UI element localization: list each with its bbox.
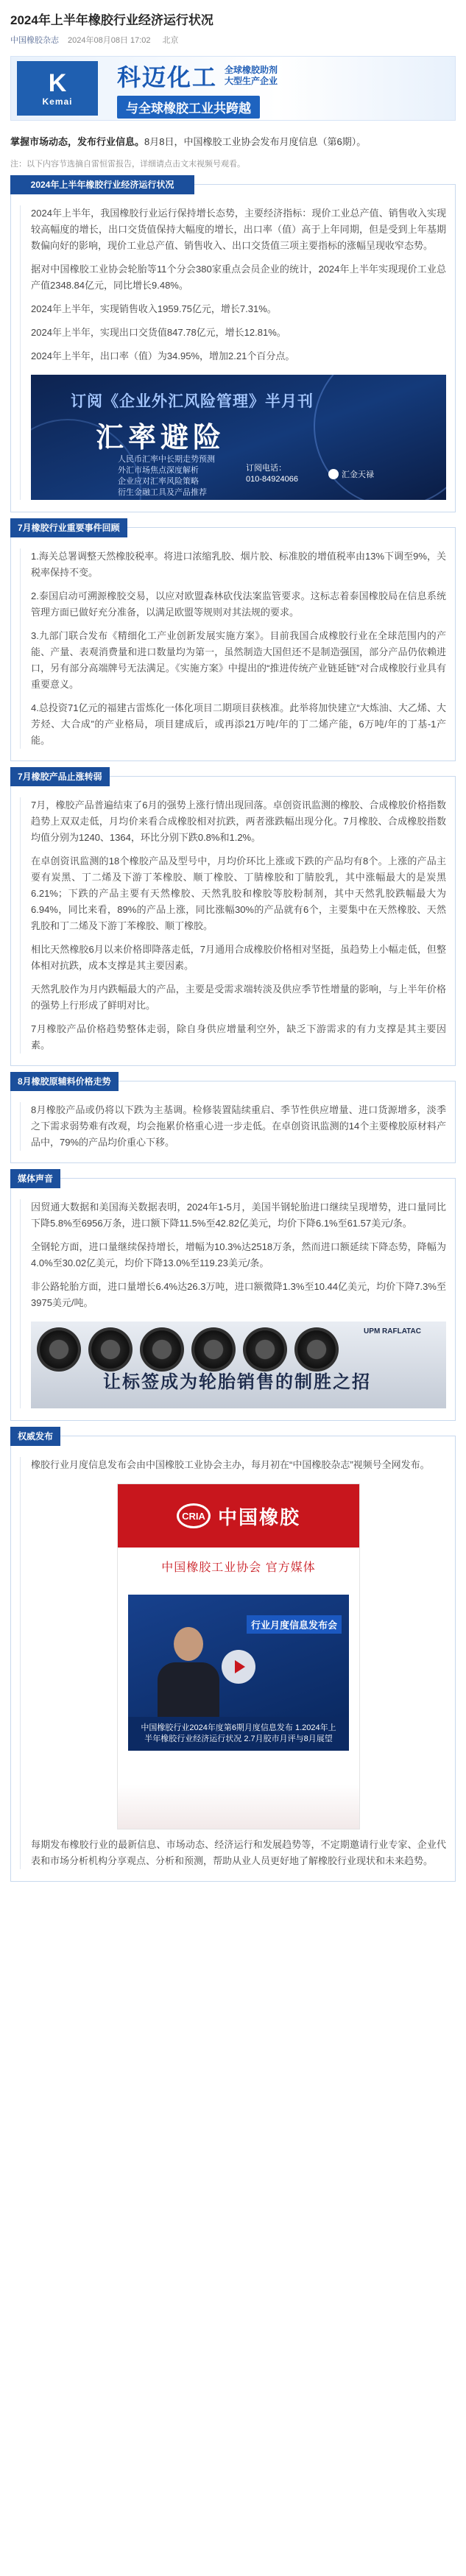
paragraph: 相比天然橡胶6月以来价格即降落走低，7月通用合成橡胶价格相对坚挺，虽趋势上小幅走低，但整体相对抗跌，成本支撑是其主要因素。 — [31, 944, 446, 971]
ad-contact-label: 订阅电话： — [246, 464, 286, 473]
ad-decoration — [314, 375, 446, 500]
upm-brand: UPM RAFLATAC — [364, 1327, 421, 1335]
section-august-outlook — [10, 1076, 456, 1163]
tire-icon — [243, 1327, 287, 1372]
paragraph: 7月，橡胶产品普遍结束了6月的强势上涨行情出现回落。卓创资讯监测的橡胶、合成橡胶价格指数趋势上双双走低，月均价来看合成橡胶相对抗跌，两者涨跌幅出现分化。7月橡胶、合成橡胶指数均值分别为1240、1364，环比分别下跌0.8%和1.2%。 — [31, 800, 446, 843]
paragraph: 2024年上半年，实现销售收入1959.75亿元，增长7.31%。 — [31, 303, 277, 314]
banner-text — [117, 59, 278, 119]
tire-ad-text: 让标签成为轮胎销售的制胜之招 — [103, 1372, 371, 1392]
ad-top-line: 订阅《企业外汇风险管理》半月刊 — [71, 393, 314, 410]
paragraph: 非公路轮胎方面，进口量增长6.4%达26.3万吨，进口额微降1.3%至10.44亿美元，均价下降7.3%至3975美元/吨。 — [31, 1281, 446, 1308]
tire-icon — [140, 1327, 184, 1372]
ad-contact-phone: 010-84924066 — [246, 475, 298, 484]
play-icon[interactable] — [222, 1650, 255, 1684]
paragraph: 8月橡胶产品或仍将以下跌为主基调。检修装置陆续重启、季节性供应增量、进口货源增多，淡季之下需求弱势难有改观，均会拖累价格重心进一步走低。在卓创资讯监测的14个主要橡胶原材料产品中，79%的产品均价重心下移。 — [31, 1104, 446, 1148]
author-link[interactable]: 中国橡胶杂志 — [10, 36, 59, 45]
section-media-voice — [10, 1174, 456, 1421]
kemai-logo-text: Kemai — [42, 96, 73, 107]
paragraph: 每期发布橡胶行业的最新信息、市场动态、经济运行和发展趋势等，不定期邀请行业专家、企业代表和市场分析机构分享观点、分析和预测，帮助从业人员更好地了解橡胶行业现状和未来趋势。 — [31, 1839, 446, 1866]
video-card[interactable] — [117, 1483, 360, 1829]
presenter-image — [158, 1627, 219, 1717]
section-heading: 权威发布 — [10, 1427, 60, 1446]
presenter-torso — [158, 1662, 219, 1717]
paragraph: 2024年上半年，我国橡胶行业运行保持增长态势，主要经济指标：现价工业总产值、销售收入实现较高幅度的增长，出口交货值保持大幅度的增长，出口率（值）高于上年同期，但是受到上年基期数偏向好的影响，现价工业总产值、销售收入、出口交货值三项主要指标的涨幅呈现收窄态势。 — [31, 208, 446, 251]
section-body — [20, 205, 446, 500]
section-heading: 7月橡胶行业重要事件回顾 — [10, 518, 127, 537]
cria-logo-icon: CRIA — [177, 1503, 211, 1528]
ad-line: 外汇市场焦点深度解析 — [118, 466, 199, 475]
section-july-prices — [10, 772, 456, 1066]
video-header — [118, 1484, 359, 1548]
section-heading: 8月橡胶原辅料价格走势 — [10, 1072, 119, 1091]
tire-icon — [294, 1327, 339, 1372]
video-subtitle: 中国橡胶工业协会 官方媒体 — [161, 1562, 316, 1574]
section-h1-economy — [10, 180, 456, 512]
lead-note: 注：以下内容节选摘自雷恒雷报告，详细请点击文末视频号观看。 — [10, 160, 245, 169]
tire-icon — [88, 1327, 133, 1372]
video-org: 中国橡胶 — [217, 1506, 300, 1528]
tire-icon — [191, 1327, 236, 1372]
kemai-banner[interactable] — [10, 56, 456, 121]
video-footer — [118, 1785, 359, 1829]
ad-logo-text: 汇金天禄 — [342, 470, 374, 479]
publish-datetime: 2024年08月08日 17:02 — [68, 36, 151, 45]
video-caption: 中国橡胶行业2024年度第6期月度信息发布 1.2024年上半年橡胶行业经济运行状况 2.7月胶市月评与8月展望 — [128, 1717, 349, 1751]
section-body — [20, 548, 446, 749]
banner-row — [117, 59, 278, 93]
banner-slogan: 与全球橡胶工业共跨越 — [117, 96, 260, 119]
section-heading: 2024年上半年橡胶行业经济运行状况 — [10, 175, 194, 194]
paragraph: 据对中国橡胶工业协会轮胎等11个分会380家重点会员企业的统计，2024年上半年实现现价工业总产值2348.84亿元，同比增长9.48%。 — [31, 264, 446, 291]
section-july-events — [10, 523, 456, 761]
paragraph: 在卓创资讯监测的18个橡胶产品及型号中，月均价环比上涨或下跌的产品均有8个。上涨的产品主要有炭黑、丁二烯及下游丁苯橡胶、顺丁橡胶、丁腈橡胶和丁腈胶乳，其中涨幅最大的是炭黑6.21%；下跌的产品主要有天然橡胶、天然乳胶和橡胶等胶粉制剂，其中天然乳胶跌幅最大为6.94%，同比来看，89%的产品上涨，同比涨幅30%的产品就有6个，主要集中在天然橡胶、天然乳胶和丁二烯及下游丁苯橡胶、顺丁橡胶。 — [31, 855, 446, 931]
lead-paragraph — [10, 134, 456, 150]
upm-tire-ad[interactable] — [31, 1321, 446, 1408]
kemai-logo-mark: K — [48, 69, 67, 97]
huijin-logo-icon — [328, 469, 339, 479]
section-body — [20, 1457, 446, 1869]
banner-tag-line2: 大型生产企业 — [225, 75, 278, 86]
ad-logo — [328, 468, 374, 480]
paragraph: 2.泰国启动可溯源橡胶交易，以应对欧盟森林砍伐法案监管要求。这标志着泰国橡胶局在信息系统管理方面已做好充分准备，以满足欧盟等规则对其法规的要求。 — [31, 590, 446, 618]
section-body — [20, 797, 446, 1054]
lead-bold: 掌握市场动态，发布行业信息。 — [10, 136, 145, 147]
ad-lines — [118, 454, 215, 498]
lead-text: 8月8日，中国橡胶工业协会发布月度信息（第6期）。 — [144, 136, 367, 147]
paragraph: 7月橡胶产品价格趋势整体走弱，除自身供应增量利空外，缺乏下游需求的有力支撑是其主要因素。 — [31, 1023, 446, 1051]
publish-location: 北京 — [162, 36, 179, 45]
banner-tag — [225, 65, 278, 87]
ad-line: 人民币汇率中长期走势预测 — [118, 455, 215, 464]
paragraph: 橡胶行业月度信息发布会由中国橡胶工业协会主办，每月初在“中国橡胶杂志”视频号全网发布。 — [31, 1459, 430, 1470]
ad-contact — [246, 463, 298, 485]
presenter-head — [174, 1627, 203, 1661]
paragraph: 1.海关总署调整天然橡胶税率。将进口浓缩乳胶、烟片胶、标准胶的增值税率由13%下调至9%，关税率保持不变。 — [31, 551, 446, 578]
section-body — [20, 1102, 446, 1151]
paragraph: 因贸通大数据和美国海关数据表明，2024年1-5月，美国半钢轮胎进口继续呈现增势，进口量同比下降5.8%至6956万条，进口额下降11.5%至42.82亿美元，均价下降6.1%至61.57美元/条。 — [31, 1201, 446, 1229]
section-body — [20, 1199, 446, 1408]
paragraph: 2024年上半年，出口率（值）为34.95%，增加2.21个百分点。 — [31, 350, 295, 361]
paragraph: 全钢轮方面，进口量继续保持增长，增幅为10.3%达2518万条，然而进口额延续下降态势，降幅为4.0%至30.02亿美元，均价下降13.0%至119.23美元/条。 — [31, 1241, 446, 1268]
paragraph: 3.九部门联合发布《精细化工产业创新发展实施方案》。目前我国合成橡胶行业在全球范围内的产能、产量、表观消费量和进口数量均为第一，虽然制造大国但还不是制造强国，部分产品仍依赖进口，另有部分高端牌号无法满足。《实施方案》中提出的“推进传统产业链延链”对合成橡胶行业具有重要意义。 — [31, 630, 446, 690]
paragraph: 2024年上半年，实现出口交货值847.78亿元，增长12.81%。 — [31, 327, 286, 338]
video-screen-title: 行业月度信息发布会 — [247, 1615, 342, 1634]
ad-headline: 汇率避险 — [96, 423, 226, 454]
article-title: 2024年上半年橡胶行业经济运行状况 — [10, 13, 213, 27]
paragraph: 天然乳胶作为月内跌幅最大的产品，主要是受需求端转淡及供应季节性增量的影响，与上半年价格的强势上行形成了鲜明对比。 — [31, 984, 446, 1011]
section-official-release — [10, 1431, 456, 1882]
section-heading: 媒体声音 — [10, 1169, 60, 1188]
fx-subscription-ad[interactable] — [31, 375, 446, 500]
section-heading: 7月橡胶产品止涨转弱 — [10, 767, 110, 786]
banner-company: 科迈化工 — [117, 63, 218, 91]
ad-line: 企业应对汇率风险策略 — [118, 477, 199, 486]
ad-line: 衍生金融工具及产品推荐 — [118, 488, 207, 497]
article-meta — [10, 34, 456, 46]
paragraph: 4.总投资71亿元的福建古雷炼化一体化项目二期项目获核准。此举将加快建立“大炼油、大乙烯、大芳烃、大合成”的产业格局，项目建成后，或再添21万吨/年的丁二烯产能，6万吨/年的丁基-1产能。 — [31, 702, 446, 746]
banner-tag-line1: 全球橡胶助剂 — [225, 64, 278, 75]
tire-icon — [37, 1327, 81, 1372]
kemai-logo — [17, 61, 98, 116]
